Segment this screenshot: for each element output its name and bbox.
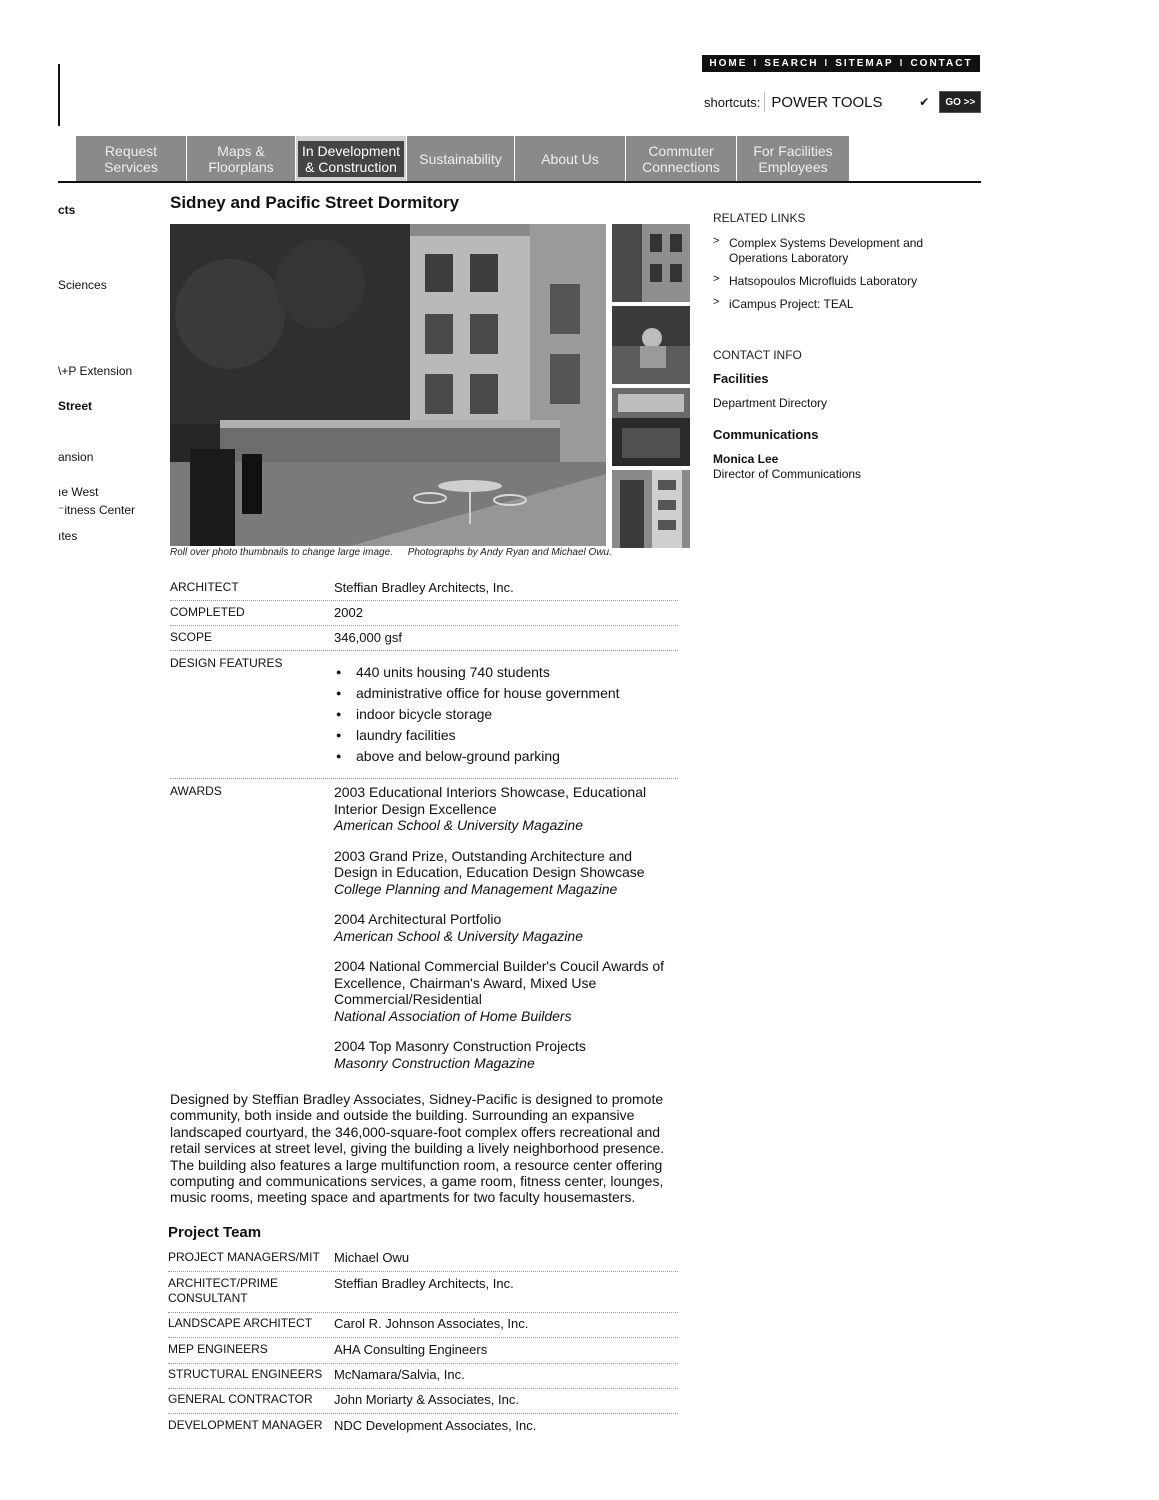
detail-label: COMPLETED: [170, 605, 245, 619]
sidebar-item[interactable]: ⁻itness Center: [58, 503, 136, 517]
arrow-icon: >: [713, 273, 720, 285]
detail-row: [170, 605, 678, 626]
tab-maps-floorplans[interactable]: Maps & Floorplans: [187, 136, 296, 181]
award-item: 2004 National Commercial Builder's Coucil Awards of Excellence, Chairman's Award, Mixed Use Commercial/Residential National Association of Home Builders: [334, 958, 665, 1024]
related-link[interactable]: > iCampus Project: TEAL: [713, 296, 854, 311]
detail-label: AWARDS: [170, 784, 222, 798]
shortcuts-selected-value: POWER TOOLS: [771, 93, 883, 111]
shortcuts-label: shortcuts:: [704, 94, 761, 110]
tab-commuter-connections[interactable]: Commuter Connections: [626, 136, 737, 181]
communications-heading: Communications: [713, 427, 819, 442]
shortcuts-bar: [704, 92, 981, 112]
sidebar-item[interactable]: ıtes: [58, 529, 78, 543]
thumbnail-image: [612, 470, 690, 548]
list-item: ● laundry facilities: [334, 725, 620, 746]
photo-caption: [170, 547, 612, 558]
util-separator: I: [899, 58, 905, 69]
detail-label: ARCHITECT: [170, 580, 239, 594]
caption-rollover: Roll over photo thumbnails to change large image.: [170, 547, 393, 558]
header-divider: [58, 64, 60, 126]
list-item: ● administrative office for house government: [334, 683, 620, 704]
team-heading: Project Team: [168, 1224, 262, 1241]
sidebar-item-current[interactable]: Street: [58, 399, 93, 413]
sidebar-item[interactable]: cts: [58, 203, 76, 217]
thumbnail-image: [612, 306, 690, 384]
contact-name: Monica Lee: [713, 452, 779, 466]
photo-thumbnail[interactable]: [612, 306, 690, 384]
design-features-list: [334, 662, 620, 767]
table-row: GENERAL CONTRACTOR John Moriarty & Associates, Inc.: [168, 1392, 678, 1414]
contact-title: Director of Communications: [713, 467, 862, 481]
utility-nav: [702, 55, 980, 72]
photo-thumbnail[interactable]: [612, 224, 690, 302]
tab-request-services[interactable]: Request Services: [76, 136, 187, 181]
related-link[interactable]: > Complex Systems Development and Operations Laboratory: [713, 235, 924, 265]
nav-divider: [58, 181, 981, 183]
tab-about-us[interactable]: About Us: [515, 136, 626, 181]
list-item: ● indoor bicycle storage: [334, 704, 620, 725]
sidebar-item[interactable]: ıe West: [58, 485, 99, 499]
util-separator: I: [753, 58, 759, 69]
list-item: ● 440 units housing 740 students: [334, 662, 620, 683]
sidebar-item[interactable]: Sciences: [58, 278, 107, 292]
related-link[interactable]: > Hatsopoulos Microfluids Laboratory: [713, 273, 918, 288]
util-separator: I: [824, 58, 830, 69]
award-item: 2004 Architectural Portfolio American School & University Magazine: [334, 911, 583, 944]
tab-facilities-employees[interactable]: For Facilities Employees: [737, 136, 850, 181]
thumbnail-image: [612, 224, 690, 302]
arrow-icon: >: [713, 235, 720, 247]
department-directory-link[interactable]: Department Directory: [713, 396, 828, 410]
sidebar-item[interactable]: ansion: [58, 450, 94, 464]
search-link[interactable]: SEARCH: [764, 58, 819, 69]
contact-link[interactable]: CONTACT: [910, 58, 973, 69]
shortcuts-select[interactable]: [764, 92, 931, 112]
detail-row: [170, 630, 678, 651]
table-row: STRUCTURAL ENGINEERS McNamara/Salvia, Inc.: [168, 1367, 678, 1389]
page-title: Sidney and Pacific Street Dormitory: [170, 193, 460, 212]
detail-row: [170, 580, 678, 601]
photo-thumbnail[interactable]: [612, 470, 690, 548]
related-links-heading: RELATED LINKS: [713, 211, 806, 225]
detail-value: 346,000 gsf: [334, 630, 402, 645]
chevron-down-icon: ✔: [919, 95, 930, 109]
list-item: ● above and below-ground parking: [334, 746, 620, 767]
tab-in-development[interactable]: In Development & Construction: [296, 136, 407, 181]
main-photo: [170, 224, 606, 546]
award-item: 2003 Educational Interiors Showcase, Educational Interior Design Excellence American School & University Magazine: [334, 784, 647, 833]
detail-label: DESIGN FEATURES: [170, 656, 283, 670]
go-button[interactable]: GO >>: [939, 91, 981, 113]
detail-value: Steffian Bradley Architects, Inc.: [334, 580, 514, 595]
facilities-heading: Facilities: [713, 371, 769, 386]
photo-thumbnail[interactable]: [612, 388, 690, 466]
home-link[interactable]: HOME: [709, 58, 748, 69]
award-item: 2003 Grand Prize, Outstanding Architecture and Design in Education, Education Design Showcase College Planning and Management Magazine: [334, 847, 645, 897]
table-row: MEP ENGINEERS AHA Consulting Engineers: [168, 1342, 678, 1364]
caption-credits: Photographs by Andy Ryan and Michael Owu.: [407, 547, 612, 558]
main-nav: [76, 136, 850, 181]
courtyard-photo: [170, 224, 606, 546]
tab-sustainability[interactable]: Sustainability: [407, 136, 515, 181]
table-row: DEVELOPMENT MANAGER NDC Development Associates, Inc.: [168, 1418, 537, 1433]
detail-value: 2002: [334, 605, 363, 620]
detail-label: SCOPE: [170, 630, 213, 644]
project-description: Designed by Steffian Bradley Associates, Sidney-Pacific is designed to promote community, both inside and outside the building. Surrounding an expansive landscaped courtyard, the 346,000-square-foot complex offers recreational and retail services at street level, giving the building a lively neighborhood presence. The building also features a large multifunction room, a resource center offering computing and communications services, a game room, fitness center, lounges, music rooms, meeting space and apartments for two faculty housemasters.: [170, 1091, 665, 1206]
thumbnail-image: [612, 388, 690, 466]
sitemap-link[interactable]: SITEMAP: [835, 58, 894, 69]
award-item: 2004 Top Masonry Construction Projects Masonry Construction Magazine: [334, 1038, 586, 1071]
arrow-icon: >: [713, 296, 720, 308]
table-row: ARCHITECT/PRIME CONSULTANT Steffian Bradley Architects, Inc.: [168, 1276, 678, 1313]
awards-list: [334, 784, 679, 1085]
sidebar-item[interactable]: \+P Extension: [58, 364, 133, 378]
contact-info-heading: CONTACT INFO: [713, 348, 802, 362]
table-row: LANDSCAPE ARCHITECT Carol R. Johnson Associates, Inc.: [168, 1316, 678, 1338]
table-row: PROJECT MANAGERS/MIT Michael Owu: [168, 1250, 678, 1272]
